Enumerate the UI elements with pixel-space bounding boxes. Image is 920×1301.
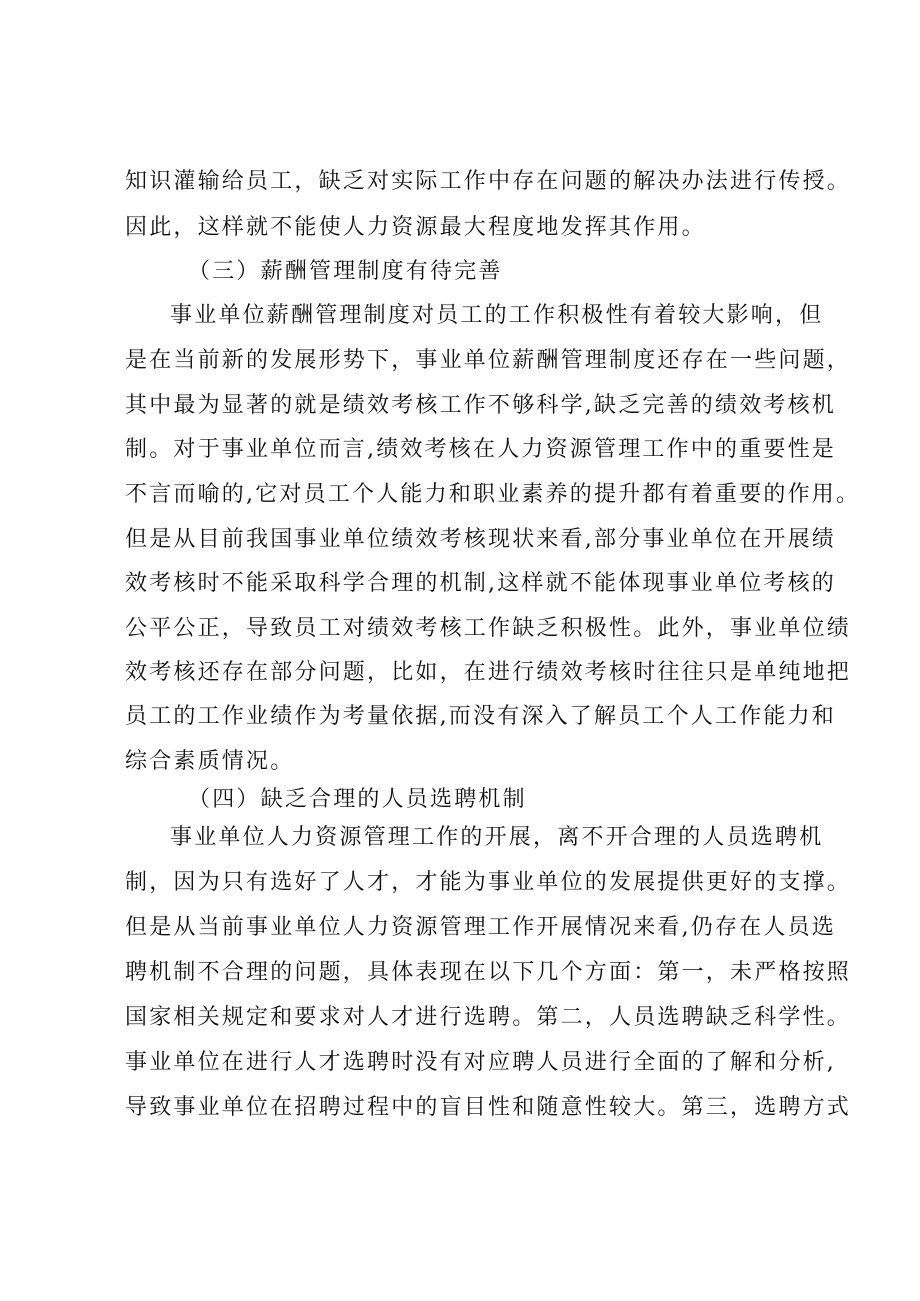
text-line: 国家相关规定和要求对人才进行选聘。第二，人员选聘缺乏科学性。: [125, 1005, 852, 1030]
text-line: 聘机制不合理的问题，具体表现在以下几个方面：第一，未严格按照: [125, 960, 852, 985]
text-line: 员工的工作业绩作为考量依据,而没有深入了解员工个人工作能力和: [125, 704, 836, 729]
text-line: 因此，这样就不能使人力资源最大程度地发挥其作用。: [125, 215, 706, 240]
text-line: 事业单位人力资源管理工作的开展，离不开合理的人员选聘机: [170, 825, 824, 850]
text-line: 事业单位在进行人才选聘时没有对应聘人员进行全面的了解和分析,: [125, 1050, 836, 1075]
text-line: 制。对于事业单位而言,绩效考核在人力资源管理工作中的重要性是: [125, 437, 836, 462]
text-line: 事业单位薪酬管理制度对员工的工作积极性有着较大影响，但: [170, 303, 824, 328]
text-line: 其中最为显著的就是绩效考核工作不够科学,缺乏完善的绩效考核机: [125, 393, 836, 418]
text-line: 但是从当前事业单位人力资源管理工作开展情况来看,仍存在人员选: [125, 915, 836, 940]
text-line: 不言而喻的,它对员工个人能力和职业素养的提升都有着重要的作用。: [125, 482, 861, 507]
section-heading-four: （四）缺乏合理的人员选聘机制: [188, 787, 527, 812]
text-line: 效考核还存在部分问题，比如，在进行绩效考核时往往只是单纯地把: [125, 660, 852, 685]
text-line: 但是从目前我国事业单位绩效考核现状来看,部分事业单位在开展绩: [125, 527, 836, 552]
text-line: 效考核时不能采取科学合理的机制,这样就不能体现事业单位考核的: [125, 571, 836, 596]
section-heading-three: （三）薪酬管理制度有待完善: [188, 259, 503, 284]
text-line: 是在当前新的发展形势下，事业单位薪酬管理制度还存在一些问题，: [125, 348, 852, 373]
text-line: 制，因为只有选好了人才，才能为事业单位的发展提供更好的支撑。: [125, 870, 852, 895]
text-line: 知识灌输给员工，缺乏对实际工作中存在问题的解决办法进行传授。: [125, 169, 852, 194]
text-line: 公平公正，导致员工对绩效考核工作缺乏积极性。此外，事业单位绩: [125, 616, 852, 641]
text-line: 综合素质情况。: [125, 749, 295, 774]
text-line: 导致事业单位在招聘过程中的盲目性和随意性较大。第三，选聘方式: [125, 1095, 852, 1120]
